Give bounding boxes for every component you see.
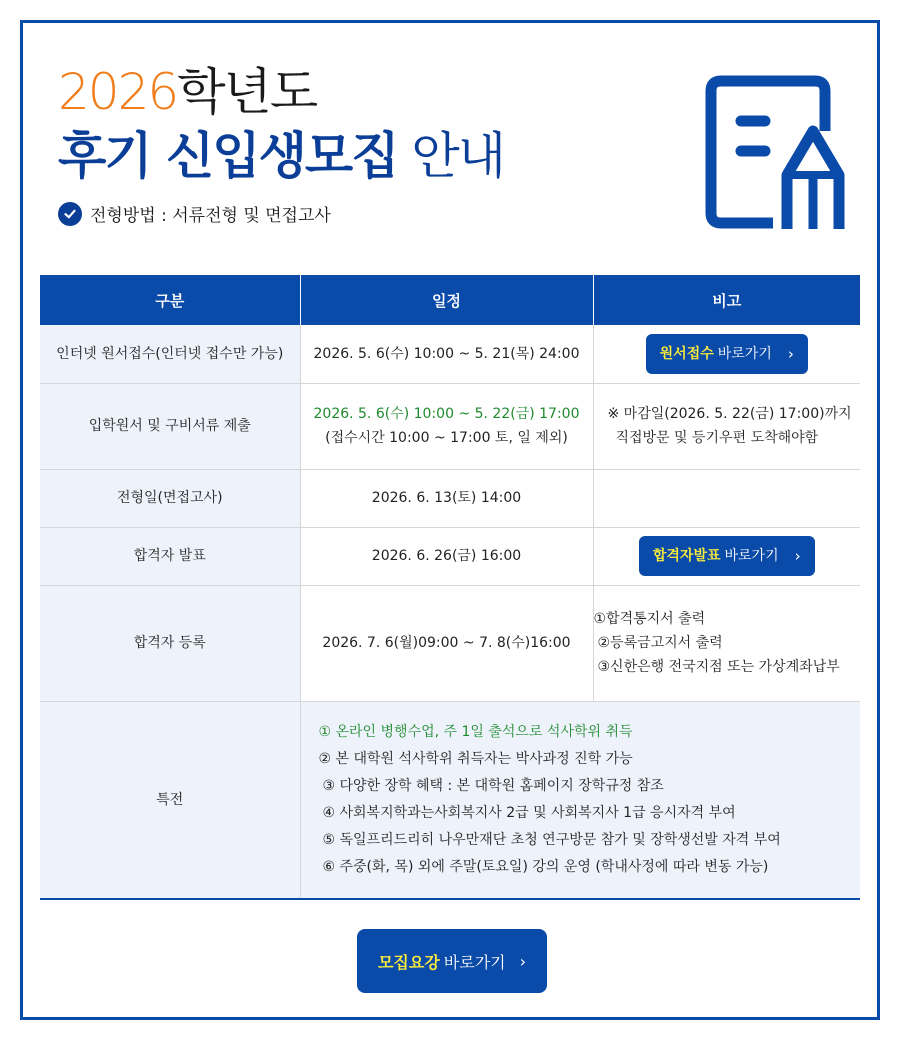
registration-note-2: ②등록금고지서 출력	[597, 635, 723, 651]
registration-note-1: ①합격통지서 출력	[593, 611, 706, 627]
year-suffix: 학년도	[177, 63, 317, 121]
selection-method-text: 전형방법 : 서류전형 및 면접고사	[90, 206, 331, 226]
perk-item-3: ③ 다양한 장학 혜택 : 본 대학원 홈페이지 장학규정 참조	[322, 777, 664, 794]
results-button-label: 바로가기	[724, 548, 779, 564]
interview-category: 전형일(면접고사)	[40, 469, 300, 527]
chevron-right-icon: ›	[787, 344, 794, 363]
hero-heading	[58, 63, 504, 226]
selection-method	[58, 201, 504, 226]
check-circle-icon	[58, 202, 82, 226]
documents-note-line2: 직접방문 및 등기우편 도착해야함	[615, 430, 819, 446]
interview-note	[593, 469, 860, 527]
registration-note-3: ③신한은행 전국지점 또는 가상계좌납부	[597, 659, 840, 675]
apply-button-label: 바로가기	[717, 345, 772, 362]
announcement-category: 합격자 발표	[40, 527, 300, 585]
year-heading	[58, 63, 504, 121]
page-title	[58, 125, 504, 187]
recruitment-button-highlight: 모집요강	[377, 952, 440, 972]
perk-item-4: ④ 사회복지학과는사회복지사 2급 및 사회복지사 1급 응시자격 부여	[322, 804, 736, 821]
perks-category: 특전	[40, 701, 300, 899]
year-number: 2026	[58, 63, 178, 121]
document-pencil-icon	[703, 71, 848, 236]
registration-notes	[593, 585, 860, 701]
documents-note	[593, 383, 860, 469]
perks-list	[300, 701, 860, 899]
announcement-schedule: 2026. 6. 26(금) 16:00	[300, 527, 593, 585]
header-schedule: 일정	[300, 275, 593, 325]
schedule-table	[40, 275, 860, 900]
title-light: 안내	[411, 127, 505, 185]
results-announcement-button[interactable]	[639, 536, 815, 576]
documents-schedule-line1: 2026. 5. 6(수) 10:00 ~ 5. 22(금) 17:00	[313, 406, 580, 422]
title-strong: 후기 신입생모집	[58, 127, 398, 185]
apply-button-highlight: 원서접수	[659, 345, 714, 362]
registration-category: 합격자 등록	[40, 585, 300, 701]
apply-online-button[interactable]	[646, 334, 808, 374]
online-category: 인터넷 원서접수(인터넷 접수만 가능)	[40, 325, 300, 383]
table-row-online	[40, 325, 860, 383]
results-button-highlight: 합격자발표	[652, 548, 721, 564]
perk-item-1: ① 온라인 병행수업, 주 1일 출석으로 석사학위 취득	[318, 723, 633, 740]
header-category: 구분	[40, 275, 300, 325]
interview-schedule: 2026. 6. 13(토) 14:00	[300, 469, 593, 527]
recruitment-guide-button[interactable]	[357, 929, 547, 993]
table-row-perks	[40, 701, 860, 899]
recruitment-button-label: 바로가기	[443, 952, 506, 972]
table-row-registration	[40, 585, 860, 701]
announcement-note-cell	[593, 527, 860, 585]
table-row-announcement	[40, 527, 860, 585]
table-row-documents	[40, 383, 860, 469]
chevron-right-icon: ›	[794, 547, 801, 565]
registration-schedule: 2026. 7. 6(월)09:00 ~ 7. 8(수)16:00	[300, 585, 593, 701]
documents-category: 입학원서 및 구비서류 제출	[40, 383, 300, 469]
perk-item-5: ⑤ 독일프리드리히 나우만재단 초청 연구방문 참가 및 장학생선발 자격 부여	[322, 831, 781, 848]
table-row-interview	[40, 469, 860, 527]
perk-item-2: ② 본 대학원 석사학위 취득자는 박사과정 진학 가능	[318, 750, 633, 767]
notice-frame	[20, 20, 880, 1020]
chevron-right-icon: ›	[519, 951, 527, 971]
documents-schedule	[300, 383, 593, 469]
online-note-cell	[593, 325, 860, 383]
documents-schedule-line2: (접수시간 10:00 ~ 17:00 토, 일 제외)	[325, 430, 568, 446]
online-schedule: 2026. 5. 6(수) 10:00 ~ 5. 21(목) 24:00	[300, 325, 593, 383]
header-note: 비고	[593, 275, 860, 325]
perk-item-6: ⑥ 주중(화, 목) 외에 주말(토요일) 강의 운영 (학내사정에 따라 변동 가능)	[322, 858, 769, 875]
documents-note-line1: ※ 마감일(2026. 5. 22(금) 17:00)까지	[607, 406, 852, 422]
